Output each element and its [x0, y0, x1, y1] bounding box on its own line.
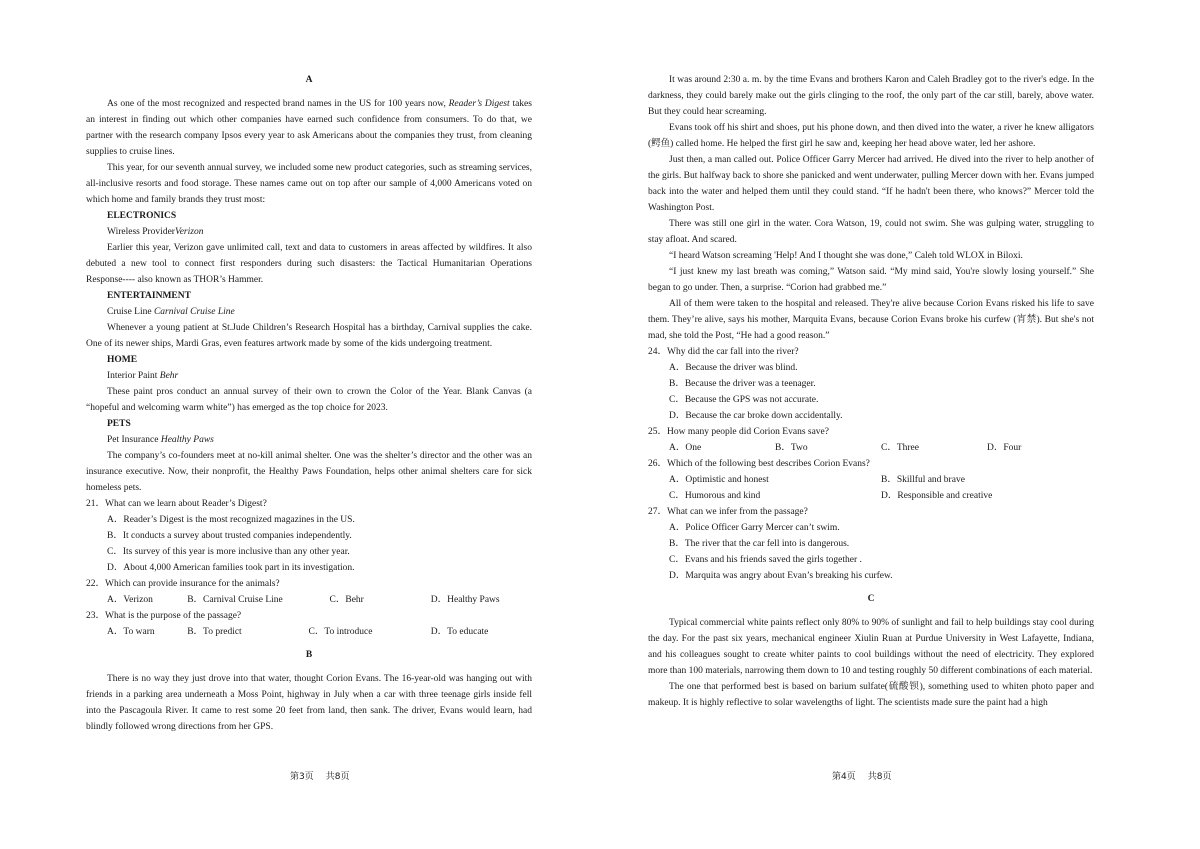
- option: D．Healthy Paws: [430, 595, 500, 605]
- text: Interior Paint: [107, 371, 160, 381]
- option: A．To warn: [107, 627, 155, 637]
- option: D．To educate: [430, 627, 489, 637]
- option: C．To introduce: [308, 627, 373, 637]
- option: C．Humorous and kind: [669, 491, 761, 501]
- option: C．Because the GPS was not accurate.: [669, 395, 819, 405]
- page-number: 第4页: [832, 772, 856, 782]
- options-row: [648, 440, 1094, 456]
- option: D．Because the car broke down accidentally.: [669, 411, 843, 421]
- question-27: 27．What can we infer from the passage?: [648, 507, 808, 517]
- category-subhead: [86, 432, 532, 448]
- brand-name: Behr: [159, 371, 179, 381]
- right-column: [648, 72, 1094, 711]
- category-subhead: [86, 368, 532, 384]
- option: A．Reader’s Digest is the most recognized magazines in the US.: [107, 515, 355, 525]
- brand-name: Healthy Paws: [160, 435, 214, 445]
- text: takes an interest in finding out which other companies have earned such confidence from consumers. To do that, we partner with the research company Ipsos every year to ask Americans about the companies they trust, from cleaning supplies to cruise lines.: [86, 99, 532, 157]
- options-row: [86, 592, 532, 608]
- option: B．To predict: [187, 627, 242, 637]
- section-a-heading: A: [305, 75, 313, 85]
- page-footer-left: [290, 769, 361, 782]
- brand-name: Carnival Cruise Line: [153, 307, 235, 317]
- question-23: 23．What is the purpose of the passage?: [86, 611, 242, 621]
- paragraph: Just then, a man called out. Police Officer Garry Mercer had arrived. He dived into the river to help another of the girls. But halfway back to shore she panicked and went underwater, pulling Mercer down with her. Evans jumped back into the water and helped them until they could stand. “If he hadn't been there, who knows?” Mercer told the Washington Post.: [648, 155, 1094, 213]
- question-25: 25．How many people did Corion Evans save?: [648, 427, 829, 437]
- section-c-heading: C: [867, 594, 875, 604]
- category-heading-entertainment: ENTERTAINMENT: [107, 291, 191, 301]
- paragraph: “I heard Watson screaming 'Help! And I thought she was done,” Caleh told WLOX in Biloxi.: [669, 251, 1023, 261]
- paragraph: Evans took off his shirt and shoes, put his phone down, and then dived into the water, a river he knew alligators (鳄鱼) called home. He helped the first girl he saw and, keeping her head above water, led her ashore.: [648, 123, 1094, 149]
- page-number: 第3页: [290, 772, 314, 782]
- text: As one of the most recognized and respected brand names in the US for 100 years now,: [107, 99, 449, 109]
- options-row: [648, 472, 1094, 488]
- option: C．Behr: [329, 595, 364, 605]
- left-column: [86, 72, 532, 735]
- category-subhead: [86, 224, 532, 240]
- option: B．Two: [775, 443, 808, 453]
- paragraph: “I just knew my last breath was coming,” Watson said. “My mind said, You're slowly losing yourself.” She began to go under. Then, a surprise. “Corion had grabbed me.”: [648, 267, 1094, 293]
- question-21: 21．What can we learn about Reader’s Digest?: [86, 499, 267, 509]
- options-row: [648, 488, 1094, 504]
- paragraph: These paint pros conduct an annual survey of their own to crown the Color of the Year. Blank Canvas (a “hopeful and welcoming warm white”) has emerged as the top choice for 2023.: [86, 387, 532, 413]
- brand-name: Verizon: [174, 227, 204, 237]
- option: B．Because the driver was a teenager.: [669, 379, 816, 389]
- option: A．Police Officer Garry Mercer can’t swim.: [669, 523, 840, 533]
- paragraph: Earlier this year, Verizon gave unlimited call, text and data to customers in areas affected by wildfires. It also debuted a new tool to connect first responders during such disasters: the Tactical Humanitarian Operations Response---- also known as THOR’s Hammer.: [86, 243, 532, 285]
- paragraph: Typical commercial white paints reflect only 80% to 90% of sunlight and fail to help buildings stay cool during the day. For the past six years, mechanical engineer Xiulin Ruan at Purdue University in West Lafayette, Indiana, and his colleagues sought to create whiter paints to cool buildings without the need of electricity. They explored more than 100 materials, narrowing them down to 10 and testing roughly 50 different combinations of each material.: [648, 618, 1094, 676]
- option: A．Verizon: [107, 595, 153, 605]
- option: D．Responsible and creative: [881, 491, 993, 501]
- paragraph: It was around 2:30 a. m. by the time Evans and brothers Karon and Caleh Bradley got to the river's edge. In the darkness, they could barely make out the girls clinging to the roof, the only part of the car still, barely, above water. But they could hear screaming.: [648, 75, 1094, 117]
- page-total: 共8页: [325, 772, 350, 782]
- option: A．Optimistic and honest: [669, 475, 769, 485]
- text: Pet Insurance: [107, 435, 161, 445]
- option: B．The river that the car fell into is dangerous.: [669, 539, 850, 549]
- option: A．One: [669, 443, 702, 453]
- paragraph: There was still one girl in the water. Cora Watson, 19, could not swim. She was gulping water, struggling to stay afloat. And scared.: [648, 219, 1094, 245]
- option: A．Because the driver was blind.: [669, 363, 798, 373]
- question-22: 22．Which can provide insurance for the animals?: [86, 579, 280, 589]
- section-b-heading: B: [305, 650, 313, 660]
- paragraph: [86, 96, 532, 160]
- question-24: 24．Why did the car fall into the river?: [648, 347, 799, 357]
- options-row: [86, 624, 532, 640]
- option: D．About 4,000 American families took part in its investigation.: [107, 563, 355, 573]
- category-heading-home: HOME: [107, 355, 138, 365]
- page-footer-right: [832, 769, 903, 782]
- option: B．It conducts a survey about trusted companies independently.: [107, 531, 352, 541]
- paragraph: This year, for our seventh annual survey, we included some new product categories, such as streaming services, all-inclusive resorts and food storage. These names came out on top after our sample of 4,000 Americans voted on which home and family brands they trust most:: [86, 163, 532, 205]
- option: D．Four: [987, 443, 1022, 453]
- option: C．Its survey of this year is more inclusive than any other year.: [107, 547, 350, 557]
- option: C．Evans and his friends saved the girls together .: [669, 555, 862, 565]
- option: C．Three: [881, 443, 919, 453]
- option: D．Marquita was angry about Evan’s breaking his curfew.: [669, 571, 893, 581]
- text: Wireless Provider: [107, 227, 175, 237]
- paragraph: The one that performed best is based on barium sulfate(硫酸钡), something used to whiten photo paper and makeup. It is highly reflective to solar wavelengths of light. The scientists made sure the paint had a high: [648, 682, 1094, 708]
- paragraph: There is no way they just drove into that water, thought Corion Evans. The 16-year-old was hanging out with friends in a parking area underneath a Moss Point, highway in July when a car with three teenage girls inside fell into the Pascagoula River. It came to rest some 20 feet from land, then sank. The driver, Evans would learn, had blindly followed wrong directions from her GPS.: [86, 674, 532, 732]
- paragraph: The company’s co-founders meet at no-kill animal shelter. One was the shelter’s director and the other was an insurance executive. Now, their nonprofit, the Healthy Paws Foundation, helps other animal shelters care for sick homeless pets.: [86, 451, 532, 493]
- question-26: 26．Which of the following best describes Corion Evans?: [648, 459, 870, 469]
- paragraph: All of them were taken to the hospital and released. They're alive because Corion Evans risked his life to save them. They’re alive, says his mother, Marquita Evans, because Corion Evans broke his curfew (宵禁). But she's not mad, she told the Post, “He had a good reason.”: [648, 299, 1094, 341]
- category-heading-electronics: ELECTRONICS: [107, 211, 177, 221]
- page-total: 共8页: [867, 772, 892, 782]
- paragraph: Whenever a young patient at St.Jude Children’s Research Hospital has a birthday, Carnival supplies the cake. One of its newer ships, Mardi Gras, even features artwork made by some of the kids undergoing treatment.: [86, 323, 532, 349]
- text: Cruise Line: [107, 307, 154, 317]
- magazine-name: Reader’s Digest: [448, 99, 510, 109]
- option: B．Skillful and brave: [881, 475, 965, 485]
- category-subhead: [86, 304, 532, 320]
- category-heading-pets: PETS: [107, 419, 131, 429]
- option: B．Carnival Cruise Line: [187, 595, 283, 605]
